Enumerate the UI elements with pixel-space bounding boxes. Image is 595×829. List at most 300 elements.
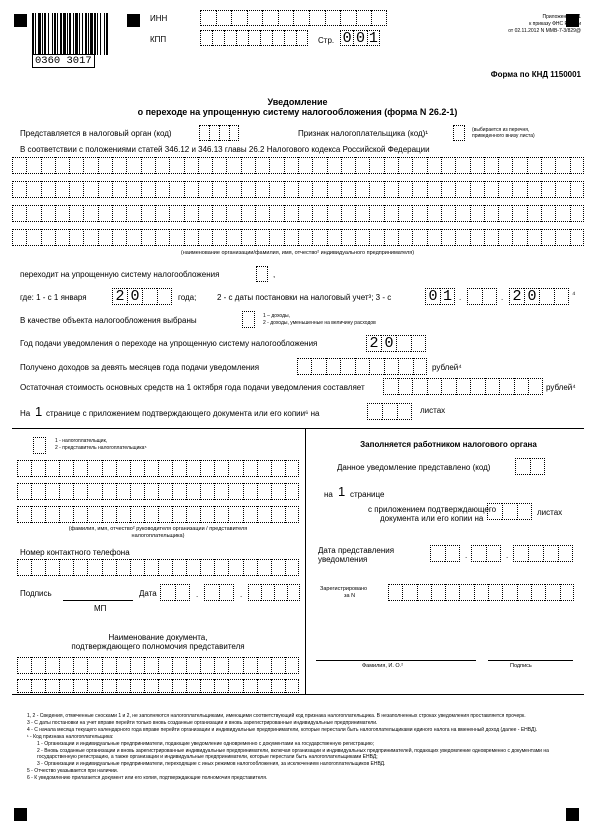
input-cell[interactable] [355,205,369,222]
input-cell[interactable] [214,657,228,674]
input-cell[interactable] [514,378,529,395]
input-cell[interactable] [17,506,31,523]
input-cell[interactable] [541,229,555,246]
input-cell[interactable] [59,657,73,674]
input-cell[interactable] [186,506,200,523]
input-cell[interactable] [384,229,398,246]
input-cell[interactable] [384,358,398,375]
input-cell[interactable] [212,30,224,46]
input-cell[interactable] [172,506,186,523]
input-cell[interactable] [130,679,144,693]
right-sign-line[interactable] [488,660,573,661]
input-cell[interactable] [55,229,69,246]
input-cell[interactable] [369,181,383,198]
attach-cells[interactable] [487,503,532,520]
input-cell[interactable] [243,679,257,693]
input-cell[interactable] [155,157,169,174]
input-cell[interactable] [528,545,543,562]
input-cell[interactable] [73,657,87,674]
name-row-2[interactable] [12,181,584,198]
input-cell[interactable] [255,157,269,174]
input-cell[interactable] [431,584,445,601]
input-cell[interactable] [83,229,97,246]
input-cell[interactable] [545,584,559,601]
input-cell[interactable] [228,679,242,693]
input-cell[interactable] [398,205,412,222]
input-cell[interactable] [311,358,325,375]
input-cell[interactable] [499,378,514,395]
input-cell[interactable] [398,358,412,375]
input-cell[interactable] [554,288,569,305]
input-cell[interactable] [356,10,372,26]
input-cell[interactable] [243,657,257,674]
input-cell[interactable] [172,460,186,477]
input-cell[interactable] [527,181,541,198]
input-cell[interactable] [355,229,369,246]
input-cell[interactable] [539,288,554,305]
left-date-day[interactable] [160,584,190,601]
input-cell[interactable] [459,584,473,601]
input-cell[interactable] [278,10,294,26]
input-cell[interactable] [570,229,584,246]
input-cell[interactable] [340,358,354,375]
input-cell[interactable]: 0 [381,335,396,352]
input-cell[interactable] [87,483,101,500]
input-cell[interactable] [214,483,228,500]
input-cell[interactable]: 0 [353,30,366,46]
input-cell[interactable] [142,288,157,305]
input-cell[interactable] [212,157,226,174]
input-cell[interactable] [228,483,242,500]
input-cell[interactable] [231,10,247,26]
input-cell[interactable] [186,657,200,674]
input-cell[interactable] [570,205,584,222]
input-cell[interactable] [382,403,397,420]
input-cell[interactable] [158,679,172,693]
input-cell[interactable] [98,181,112,198]
input-cell[interactable] [45,679,59,693]
input-cell[interactable] [214,506,228,523]
input-cell[interactable] [214,559,228,576]
input-cell[interactable] [243,483,257,500]
input-cell[interactable] [98,229,112,246]
input-cell[interactable] [327,157,341,174]
date-month-cells[interactable] [467,288,497,305]
input-cell[interactable] [341,157,355,174]
input-cell[interactable] [241,205,255,222]
input-cell[interactable] [184,157,198,174]
left-date-month[interactable] [204,584,234,601]
input-cell[interactable] [257,657,271,674]
input-cell[interactable] [155,229,169,246]
input-cell[interactable] [369,157,383,174]
input-cell[interactable] [427,378,442,395]
input-cell[interactable] [69,229,83,246]
input-cell[interactable] [112,229,126,246]
input-cell[interactable] [402,584,416,601]
input-cell[interactable] [87,506,101,523]
input-cell[interactable] [285,506,299,523]
input-cell[interactable] [31,483,45,500]
input-cell[interactable] [327,181,341,198]
input-cell[interactable] [502,584,516,601]
right-date-year[interactable] [513,545,573,562]
input-cell[interactable] [228,460,242,477]
input-cell[interactable] [285,460,299,477]
input-cell[interactable] [326,358,340,375]
input-cell[interactable] [73,483,87,500]
input-cell[interactable] [26,229,40,246]
input-cell[interactable] [155,181,169,198]
input-cell[interactable] [45,559,59,576]
input-cell[interactable] [298,205,312,222]
input-cell[interactable] [398,229,412,246]
input-cell[interactable] [59,460,73,477]
input-cell[interactable] [441,205,455,222]
right-date-month[interactable] [471,545,501,562]
input-cell[interactable] [73,506,87,523]
input-cell[interactable] [102,657,116,674]
input-cell[interactable] [87,657,101,674]
input-cell[interactable] [236,30,248,46]
input-cell[interactable] [257,460,271,477]
input-cell[interactable] [198,205,212,222]
input-cell[interactable] [512,181,526,198]
input-cell[interactable] [31,460,45,477]
input-cell[interactable] [441,157,455,174]
input-cell[interactable] [26,157,40,174]
input-cell[interactable] [512,205,526,222]
input-cell[interactable] [169,181,183,198]
input-cell[interactable] [87,559,101,576]
input-cell[interactable] [17,559,31,576]
input-cell[interactable] [169,205,183,222]
input-cell[interactable] [369,205,383,222]
input-cell[interactable] [371,10,387,26]
input-cell[interactable] [186,559,200,576]
input-cell[interactable] [271,460,285,477]
input-cell[interactable] [512,229,526,246]
input-cell[interactable] [83,181,97,198]
input-cell[interactable] [172,559,186,576]
input-cell[interactable] [541,157,555,174]
input-cell[interactable] [312,229,326,246]
input-cell[interactable] [219,584,234,601]
name-row-3[interactable] [12,205,584,222]
input-cell[interactable] [144,483,158,500]
input-cell[interactable] [226,229,240,246]
input-cell[interactable] [184,181,198,198]
input-cell[interactable] [212,181,226,198]
input-cell[interactable] [269,181,283,198]
input-cell[interactable] [241,229,255,246]
input-cell[interactable] [272,30,284,46]
input-cell[interactable] [388,584,402,601]
input-cell[interactable] [157,288,172,305]
input-cell[interactable] [369,229,383,246]
input-cell[interactable] [219,125,229,141]
input-cell[interactable] [456,378,471,395]
input-cell[interactable] [200,679,214,693]
input-cell[interactable] [427,229,441,246]
input-cell[interactable] [41,181,55,198]
input-cell[interactable] [517,584,531,601]
input-cell[interactable] [169,229,183,246]
input-cell[interactable] [484,181,498,198]
input-cell[interactable] [517,503,532,520]
input-cell[interactable] [26,181,40,198]
input-cell[interactable] [498,205,512,222]
input-cell[interactable] [298,181,312,198]
input-cell[interactable] [141,157,155,174]
input-cell[interactable] [487,503,502,520]
input-cell[interactable] [130,506,144,523]
input-cell[interactable] [384,181,398,198]
input-cell[interactable] [269,205,283,222]
input-cell[interactable]: 1 [367,30,380,46]
input-cell[interactable] [214,460,228,477]
input-cell[interactable] [298,229,312,246]
input-cell[interactable] [355,358,369,375]
input-cell[interactable] [445,584,459,601]
input-cell[interactable] [198,181,212,198]
input-cell[interactable] [558,545,573,562]
input-cell[interactable] [502,503,517,520]
input-cell[interactable] [31,657,45,674]
input-cell[interactable] [141,229,155,246]
input-cell[interactable] [186,460,200,477]
input-cell[interactable] [116,559,130,576]
input-cell[interactable] [144,679,158,693]
input-cell[interactable] [498,157,512,174]
input-cell[interactable] [455,181,469,198]
input-cell[interactable] [284,30,296,46]
input-cell[interactable] [31,559,45,576]
input-cell[interactable] [200,30,212,46]
input-cell[interactable] [216,10,232,26]
input-cell[interactable] [257,559,271,576]
input-cell[interactable] [158,506,172,523]
input-cell[interactable] [257,679,271,693]
tax-authority-cells[interactable] [199,125,239,141]
input-cell[interactable] [102,483,116,500]
input-cell[interactable] [262,10,278,26]
input-cell[interactable] [158,559,172,576]
input-cell[interactable] [285,559,299,576]
input-cell[interactable] [169,157,183,174]
input-cell[interactable] [184,229,198,246]
input-cell[interactable] [226,205,240,222]
input-cell[interactable] [543,545,558,562]
input-cell[interactable] [198,157,212,174]
input-cell[interactable] [242,311,255,328]
input-cell[interactable] [274,584,287,601]
input-cell[interactable] [312,205,326,222]
input-cell[interactable] [116,483,130,500]
input-cell[interactable] [455,205,469,222]
input-cell[interactable] [397,403,412,420]
input-cell[interactable] [87,679,101,693]
input-cell[interactable] [59,679,73,693]
input-cell[interactable] [470,181,484,198]
input-cell[interactable] [555,157,569,174]
input-cell[interactable] [241,157,255,174]
input-cell[interactable] [248,30,260,46]
input-cell[interactable] [369,358,383,375]
input-cell[interactable] [243,559,257,576]
input-cell[interactable] [260,30,272,46]
input-cell[interactable] [17,657,31,674]
input-cell[interactable] [200,483,214,500]
input-cell[interactable] [12,205,26,222]
input-cell[interactable] [455,229,469,246]
input-cell[interactable] [412,205,426,222]
input-cell[interactable] [172,679,186,693]
input-cell[interactable] [271,483,285,500]
input-cell[interactable] [271,679,285,693]
input-cell[interactable] [341,205,355,222]
inn-cells[interactable] [200,10,387,26]
input-cell[interactable] [45,460,59,477]
input-cell[interactable] [112,157,126,174]
taxpayer-sign-cell[interactable] [453,125,465,141]
input-cell[interactable]: 0 [127,288,142,305]
name-row-1[interactable] [12,157,584,174]
input-cell[interactable] [69,157,83,174]
input-cell[interactable] [255,229,269,246]
input-cell[interactable] [555,205,569,222]
input-cell[interactable] [73,679,87,693]
input-cell[interactable] [309,10,325,26]
input-cell[interactable] [412,229,426,246]
input-cell[interactable] [212,229,226,246]
input-cell[interactable] [560,584,574,601]
input-cell[interactable] [102,679,116,693]
input-cell[interactable] [269,157,283,174]
input-cell[interactable] [515,458,530,475]
input-cell[interactable] [87,460,101,477]
fio-row-2[interactable] [17,483,299,500]
input-cell[interactable] [243,460,257,477]
input-cell[interactable] [200,559,214,576]
input-cell[interactable] [441,181,455,198]
input-cell[interactable] [199,125,209,141]
residual-cells[interactable] [383,378,543,395]
input-cell[interactable] [297,358,311,375]
input-cell[interactable] [126,205,140,222]
input-cell[interactable] [285,679,299,693]
input-cell[interactable] [158,657,172,674]
input-cell[interactable]: 1 [440,288,455,305]
input-cell[interactable] [45,657,59,674]
input-cell[interactable] [287,584,300,601]
object-cell[interactable] [242,311,255,328]
input-cell[interactable] [527,205,541,222]
input-cell[interactable] [33,437,46,454]
input-cell[interactable] [471,545,486,562]
input-cell[interactable] [384,157,398,174]
input-cell[interactable] [470,205,484,222]
input-cell[interactable] [12,181,26,198]
input-cell[interactable] [116,679,130,693]
input-cell[interactable] [116,506,130,523]
input-cell[interactable] [228,657,242,674]
doc-row-2[interactable] [17,679,299,693]
input-cell[interactable] [59,506,73,523]
input-cell[interactable] [102,506,116,523]
input-cell[interactable] [98,205,112,222]
input-cell[interactable] [484,205,498,222]
input-cell[interactable] [269,229,283,246]
input-cell[interactable] [69,205,83,222]
input-cell[interactable] [327,205,341,222]
input-cell[interactable] [411,335,426,352]
input-cell[interactable]: 2 [366,335,381,352]
input-cell[interactable] [200,506,214,523]
input-cell[interactable] [212,205,226,222]
submitted-cells[interactable] [515,458,545,475]
input-cell[interactable] [214,679,228,693]
input-cell[interactable] [340,10,356,26]
input-cell[interactable] [570,157,584,174]
input-cell[interactable] [427,157,441,174]
input-cell[interactable] [430,545,445,562]
input-cell[interactable] [55,205,69,222]
pages-cells[interactable] [367,403,412,420]
input-cell[interactable] [427,181,441,198]
input-cell[interactable] [200,460,214,477]
input-cell[interactable] [441,229,455,246]
input-cell[interactable] [41,229,55,246]
input-cell[interactable] [155,205,169,222]
input-cell[interactable] [367,403,382,420]
input-cell[interactable] [527,157,541,174]
kpp-cells[interactable] [200,30,308,46]
input-cell[interactable] [488,584,502,601]
input-cell[interactable] [12,157,26,174]
input-cell[interactable] [441,378,456,395]
page-cells[interactable] [340,30,380,46]
input-cell[interactable] [412,157,426,174]
input-cell[interactable] [226,181,240,198]
input-cell[interactable] [69,181,83,198]
input-cell[interactable] [17,679,31,693]
input-cell[interactable] [271,506,285,523]
input-cell[interactable] [198,229,212,246]
date-day-cells[interactable] [425,288,455,305]
input-cell[interactable] [453,125,465,141]
input-cell[interactable] [112,205,126,222]
input-cell[interactable] [498,229,512,246]
fio-row-3[interactable] [17,506,299,523]
input-cell[interactable] [355,157,369,174]
left-date-year[interactable] [248,584,300,601]
input-cell[interactable] [555,229,569,246]
input-cell[interactable] [327,229,341,246]
input-cell[interactable] [527,229,541,246]
input-cell[interactable] [144,657,158,674]
right-fio-line[interactable] [316,660,476,661]
input-cell[interactable] [17,460,31,477]
input-cell[interactable] [102,460,116,477]
input-cell[interactable] [284,157,298,174]
input-cell[interactable] [186,483,200,500]
input-cell[interactable] [55,181,69,198]
date-year-cells[interactable] [509,288,569,305]
input-cell[interactable] [570,181,584,198]
input-cell[interactable] [45,483,59,500]
input-cell[interactable] [98,157,112,174]
